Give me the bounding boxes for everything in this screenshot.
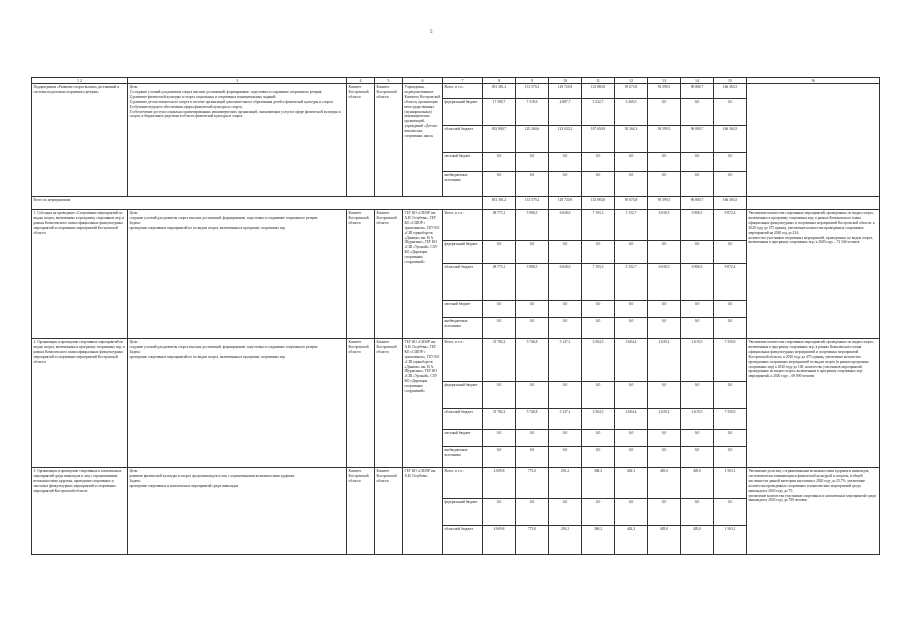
header-cell: 10 [549, 78, 582, 84]
value-cell: 0,0 [714, 318, 747, 339]
value-cell: 17 580,7 [483, 99, 516, 126]
header-cell: 11 [582, 78, 615, 84]
value-cell: 0,0 [516, 499, 549, 526]
value-cell: 0,0 [549, 241, 582, 264]
value-cell: 5 147,1 [549, 339, 582, 382]
result-cell: Увеличение доли лиц с ограниченными возможностями здоровья и инвалидов, систематически занимающихся физической культурой и спортом, в общей численности данной категории населения к 2020 году до 25,7%, увеличение количества проведенных спортивных и комплексных мероприятий среди инвалидов к 2020 году до 75; увеличение количества участников спортивных и комплексных мероприятий среди инвалидов к 2020 году до 700 человек [747, 468, 880, 555]
value-cell: 0,0 [483, 172, 516, 197]
coexecutor-cell: Комитет Костромской области [375, 339, 403, 468]
value-cell: 2 619,5 [681, 409, 714, 430]
value-cell: 0,0 [681, 99, 714, 126]
value-cell: 0,0 [714, 447, 747, 468]
source-label: Всего, в т.ч.: [443, 468, 483, 499]
header-cell: 16 [747, 78, 880, 84]
table-row [32, 84, 880, 99]
value-cell: 5 152,7 [615, 210, 648, 241]
participants-cell: ГБУ КО «СШОР им. А.И. Голубева» [403, 468, 443, 555]
value-cell: 131 579,2 [516, 197, 549, 210]
value-cell: 5 147,1 [549, 409, 582, 430]
value-cell: 7 318,6 [516, 99, 549, 126]
goals-cell: Цель: 1) создание условий для развития спорта высших достижений, формирование, подготовка и сохранение спортивного резерва; 2) развитие физической культуры и спорта социальных и спортивных муниципальных заданий; 3) развитие детско-юношеского спорта в системе организаций дополнительного образования детей и физической культуры и спорта; 4) обучение ведущего обеспечения сферы физической культуры и спорта; 5) обеспечение доступа социально ориентированных некоммерческих организаций, оказывающих услуги в сфере физической культуры и спорта, к бюджетным средствам в области физической культуры и спорта [128, 84, 347, 197]
source-label: Всего, в т.ч.: [443, 84, 483, 99]
value-cell: 9 872,4 [714, 264, 747, 301]
value-cell: 96 800,7 [681, 126, 714, 153]
value-cell: 0,0 [549, 430, 582, 447]
value-cell: 0,0 [516, 241, 549, 264]
value-cell: 0,0 [648, 153, 681, 172]
source-label: Всего, в т.ч.: [443, 210, 483, 241]
value-cell: 6 906,5 [681, 264, 714, 301]
value-cell: 92 364,3 [615, 126, 648, 153]
source-label: Всего, в т.ч.: [443, 339, 483, 382]
value-cell: 96 800,7 [681, 197, 714, 210]
value-cell: 129 720,9 [549, 197, 582, 210]
value-cell: 5 746,8 [516, 409, 549, 430]
participants-cell: Учреждения, подведомственные Комитету Костромской области, организации негосударственных (муниципальных) некоммерческих организаций, учреждений «Детско-юношеских спортивных школ» [403, 84, 443, 197]
value-cell: 0,0 [681, 382, 714, 409]
value-cell: 0,0 [549, 172, 582, 197]
value-cell: 123 033,2 [549, 126, 582, 153]
header-cell: 15 [714, 78, 747, 84]
value-cell: 2 639,2 [648, 409, 681, 430]
value-cell: 0,0 [714, 241, 747, 264]
value-cell: 0,0 [648, 301, 681, 318]
result-cell: Увеличение количества спортивных мероприятий, проведенных по видам спорта, включенных в программу спортивных игр, в рамках Комплексного плана официальных физкультурных и спортивных мероприятий Костромской области, к 2020 году до 475 единиц, увеличение количества проведенных спортивных мероприятий на 2020 год до 234; количество участников спортивных мероприятий, проведенных по видам спорта, включенным в программу спортивных игр, к 2020 году – 72 346 человек [747, 210, 880, 339]
value-cell: 0,0 [582, 241, 615, 264]
value-cell: 0,0 [483, 301, 516, 318]
value-cell: 0,0 [681, 318, 714, 339]
value-cell: 1 563,1 [714, 468, 747, 499]
result-cell: Увеличение количества спортивных мероприятий, проведенных по видам спорта, включенным в программу спортивных игр, в рамках Комплексного плана официальных физкультурных мероприятий и спортивных мероприятий Костромской области, к 2020 году до 475 единиц, увеличение количества проведенных спортивных мероприятий по видам спорта (в рамках программы спортивных игр) к 2020 году до 100, количество участников мероприятий, проведенных по видам спорта, включенным в программу спортивных игр-мероприятий, к 2020 году – 69 000 человек [747, 339, 880, 468]
value-cell: 129 720,9 [549, 84, 582, 99]
value-cell: 5 152,7 [615, 264, 648, 301]
value-cell: 95 673,8 [615, 197, 648, 210]
table-row [32, 210, 880, 241]
value-cell: 6 630,5 [648, 264, 681, 301]
value-cell: 31 782,2 [483, 409, 516, 430]
value-cell: 2 639,2 [648, 339, 681, 382]
value-cell: 0,0 [582, 382, 615, 409]
value-cell: 4 887,7 [549, 99, 582, 126]
item-name-cell: 2. Организация и проведение спортивных мероприятий по видам спорта, включенным в программу спортивных игр, в рамках Комплексного плана официальных физкультурных мероприятий и спортивных мероприятий Костромской области [32, 339, 128, 468]
value-cell: 0,0 [648, 99, 681, 126]
value-cell: 0,0 [714, 301, 747, 318]
value-cell: 0,0 [714, 153, 747, 172]
value-cell: 166 363,5 [714, 197, 747, 210]
value-cell: 0,0 [681, 499, 714, 526]
header-cell: 3 [128, 78, 347, 84]
program-table [31, 77, 880, 555]
value-cell: 0,0 [516, 172, 549, 197]
value-cell: 166 363,5 [714, 84, 747, 99]
header-cell: 14 [681, 78, 714, 84]
source-label: внебюджетные источники [443, 447, 483, 468]
value-cell: 3 564,5 [582, 339, 615, 382]
value-cell: 773,0 [516, 468, 549, 499]
value-cell: 0,0 [483, 153, 516, 172]
value-cell: 0,0 [516, 382, 549, 409]
value-cell: 93 599,5 [648, 197, 681, 210]
value-cell: 0,0 [615, 153, 648, 172]
value-cell: 0,0 [615, 447, 648, 468]
header-cell: 4 [347, 78, 375, 84]
value-cell: 48 775,1 [483, 264, 516, 301]
value-cell: 93 599,5 [648, 84, 681, 99]
source-label: федеральный бюджет [443, 241, 483, 264]
value-cell: 0,0 [615, 499, 648, 526]
value-cell: 133 883,8 [582, 197, 615, 210]
value-cell: 92 599,5 [648, 126, 681, 153]
value-cell: 0,0 [714, 499, 747, 526]
coexecutor-cell: Комитет Костромской области [375, 210, 403, 339]
value-cell: 0,0 [681, 447, 714, 468]
value-cell: 7 193,3 [582, 210, 615, 241]
value-cell: 5 746,8 [516, 339, 549, 382]
value-cell: 0,0 [648, 241, 681, 264]
value-cell: 0,0 [516, 153, 549, 172]
value-cell: 5 988,5 [516, 210, 549, 241]
value-cell: 5 232,7 [582, 99, 615, 126]
participants-cell: ГБУ КО «СШОР им. А.И. Голубева», ГБУ КО «СШОР с трамплином», ГБУ КО «СШ единоборств «Динамо» им. Н.А. Шурыгина», ГБУ КО «СШ «Урожай», САУ КО «Дирекция спортивных сооружений» [403, 210, 443, 339]
source-label: федеральный бюджет [443, 382, 483, 409]
value-cell: 5 988,5 [516, 264, 549, 301]
value-cell: 1 563,1 [714, 526, 747, 555]
source-label: внебюджетные источники [443, 172, 483, 197]
executor-cell: Комитет Костромской области [347, 339, 375, 468]
value-cell: 6 906,5 [681, 210, 714, 241]
value-cell: 0,0 [681, 241, 714, 264]
result-cell [747, 197, 880, 210]
participants-cell: ГБУ КО «СШОР им. А.И. Голубева», ГБУ КО «СШОР с трамплином», ГБУ КО «СШ единоборств «Динамо» им. Н.А. Шурыгина», ГБУ КО «СШ «Урожай», САУ КО «Дирекция спортивных сооружений» [403, 339, 443, 468]
value-cell: 0,0 [483, 447, 516, 468]
value-cell: 851 381,2 [483, 197, 516, 210]
value-cell: 0,0 [681, 153, 714, 172]
total-label: Всего по мероприятиям: [32, 197, 483, 210]
value-cell: 31 782,2 [483, 339, 516, 382]
value-cell: 48 775,1 [483, 210, 516, 241]
executor-cell: Комитет Костромской области [347, 210, 375, 339]
value-cell: 3 564,5 [582, 409, 615, 430]
source-label: федеральный бюджет [443, 99, 483, 126]
value-cell: 4 609,8 [483, 468, 516, 499]
value-cell: 0,0 [648, 430, 681, 447]
value-cell: 0,0 [615, 241, 648, 264]
source-label: областной бюджет [443, 264, 483, 301]
page-number: 5 [430, 30, 433, 35]
value-cell: 166 363,5 [714, 126, 747, 153]
value-cell: 0,0 [582, 172, 615, 197]
source-label: местный бюджет [443, 430, 483, 447]
value-cell: 0,0 [681, 172, 714, 197]
value-cell: 405,0 [648, 468, 681, 499]
value-cell: 833 800,7 [483, 126, 516, 153]
value-cell: 0,0 [549, 382, 582, 409]
value-cell: 0,0 [615, 172, 648, 197]
value-cell: 3 269,5 [615, 99, 648, 126]
value-cell: 0,0 [549, 447, 582, 468]
source-label: внебюджетные источники [443, 318, 483, 339]
executor-cell: Комитет Костромской области [347, 468, 375, 555]
item-name-cell: 3. Организация и проведение спортивных и комплексных мероприятий среди инвалидов и лиц с ограниченными возможностями здоровья, проведение спортивных и массовых физкультурных мероприятий и спортивных мероприятий Костромской области [32, 468, 128, 555]
value-cell: 6 630,5 [648, 210, 681, 241]
value-cell: 2 619,5 [681, 339, 714, 382]
value-cell: 405,0 [648, 526, 681, 555]
header-cell: 5 [375, 78, 403, 84]
value-cell: 0,0 [714, 99, 747, 126]
value-cell: 0,0 [582, 301, 615, 318]
value-cell: 0,0 [516, 447, 549, 468]
table-row [32, 339, 880, 382]
value-cell: 0,0 [714, 430, 747, 447]
value-cell: 0,0 [714, 172, 747, 197]
value-cell: 0,0 [615, 430, 648, 447]
value-cell: 291,2 [549, 526, 582, 555]
value-cell: 0,0 [549, 301, 582, 318]
value-cell: 0,0 [516, 301, 549, 318]
total-row [32, 197, 880, 210]
goals-cell: Цель: создание условий для развития спорта высших достижений, формирование, подготовка и сохранение спортивного резерва Задача: проведение спортивных мероприятий по по видам спорта, включенным в программу спортивных игр [128, 339, 347, 468]
value-cell: 0,0 [516, 430, 549, 447]
value-cell: 0,0 [681, 301, 714, 318]
value-cell: 96 800,7 [681, 84, 714, 99]
value-cell: 0,0 [582, 318, 615, 339]
value-cell: 133 883,8 [582, 84, 615, 99]
value-cell: 0,0 [582, 499, 615, 526]
value-cell: 6 638,0 [549, 210, 582, 241]
value-cell: 405,0 [681, 468, 714, 499]
value-cell: 3 604,4 [615, 409, 648, 430]
value-cell: 0,0 [648, 318, 681, 339]
value-cell: 3 604,4 [615, 339, 648, 382]
result-cell [747, 84, 880, 197]
value-cell: 7 350,0 [714, 339, 747, 382]
header-cell: 1 2 [32, 78, 128, 84]
goals-cell: Цель: создание условий для развития спорта высших достижений, формирование, подготовка и сохранение спортивного резерва Задача: проведение спортивных мероприятий по по видам спорта, включенным в программу спортивных игр [128, 210, 347, 339]
value-cell: 368,2 [582, 526, 615, 555]
source-label: местный бюджет [443, 301, 483, 318]
coexecutor-cell: Комитет Костромской области [375, 468, 403, 555]
value-cell: 7 193,3 [582, 264, 615, 301]
value-cell: 131 579,2 [516, 84, 549, 99]
value-cell: 0,0 [483, 382, 516, 409]
header-cell: 6 [403, 78, 443, 84]
header-cell: 13 [648, 78, 681, 84]
source-label: местный бюджет [443, 153, 483, 172]
item-name-cell: 1. Субсидия на проведение «Спортивных мероприятий по видам спорта, включенных в программу спортивных игр, в рамках Комплексного плана официальных физкультурных мероприятий и спортивных мероприятий Костромской области [32, 210, 128, 339]
value-cell: 402,3 [615, 526, 648, 555]
value-cell: 0,0 [483, 499, 516, 526]
executor-cell: Комитет Костромской области [347, 84, 375, 197]
value-cell: 0,0 [681, 430, 714, 447]
value-cell: 0,0 [648, 447, 681, 468]
header-cell: 9 [516, 78, 549, 84]
source-label: областной бюджет [443, 409, 483, 430]
value-cell: 0,0 [483, 318, 516, 339]
item-name-cell: Подпрограмма «Развитие спорта высших достижений и системы подготовки спортивного резерва» [32, 84, 128, 197]
value-cell: 0,0 [549, 153, 582, 172]
value-cell: 4 609,8 [483, 526, 516, 555]
value-cell: 773,0 [516, 526, 549, 555]
value-cell: 0,0 [714, 382, 747, 409]
value-cell: 0,0 [483, 241, 516, 264]
source-label: федеральный бюджет [443, 499, 483, 526]
value-cell: 0,0 [582, 153, 615, 172]
value-cell: 0,0 [582, 430, 615, 447]
value-cell: 0,0 [516, 318, 549, 339]
header-cell: 7 [443, 78, 483, 84]
value-cell: 0,0 [615, 301, 648, 318]
value-cell: 402,3 [615, 468, 648, 499]
goals-cell: Цель: развитие физической культуры и спорта среди инвалидов и лиц с ограниченными возможностями здоровья Задача: проведение спортивных и комплексных мероприятий среди инвалидов [128, 468, 347, 555]
value-cell: 0,0 [549, 499, 582, 526]
value-cell: 9 872,4 [714, 210, 747, 241]
value-cell: 291,2 [549, 468, 582, 499]
value-cell: 0,0 [582, 447, 615, 468]
table-row [32, 468, 880, 499]
value-cell: 125 260,6 [516, 126, 549, 153]
header-cell: 12 [615, 78, 648, 84]
value-cell: 0,0 [549, 318, 582, 339]
coexecutor-cell: Комитет Костромской области [375, 84, 403, 197]
value-cell: 405,0 [681, 526, 714, 555]
value-cell: 6 638,0 [549, 264, 582, 301]
value-cell: 0,0 [483, 430, 516, 447]
value-cell: 95 673,8 [615, 84, 648, 99]
value-cell: 7 350,0 [714, 409, 747, 430]
value-cell: 0,0 [615, 382, 648, 409]
header-cell: 8 [483, 78, 516, 84]
value-cell: 0,0 [648, 382, 681, 409]
value-cell: 0,0 [615, 318, 648, 339]
value-cell: 0,0 [648, 499, 681, 526]
value-cell: 107 650,9 [582, 126, 615, 153]
source-label: областной бюджет [443, 126, 483, 153]
value-cell: 851 381,2 [483, 84, 516, 99]
value-cell: 368,2 [582, 468, 615, 499]
source-label: областной бюджет [443, 526, 483, 555]
value-cell: 0,0 [648, 172, 681, 197]
